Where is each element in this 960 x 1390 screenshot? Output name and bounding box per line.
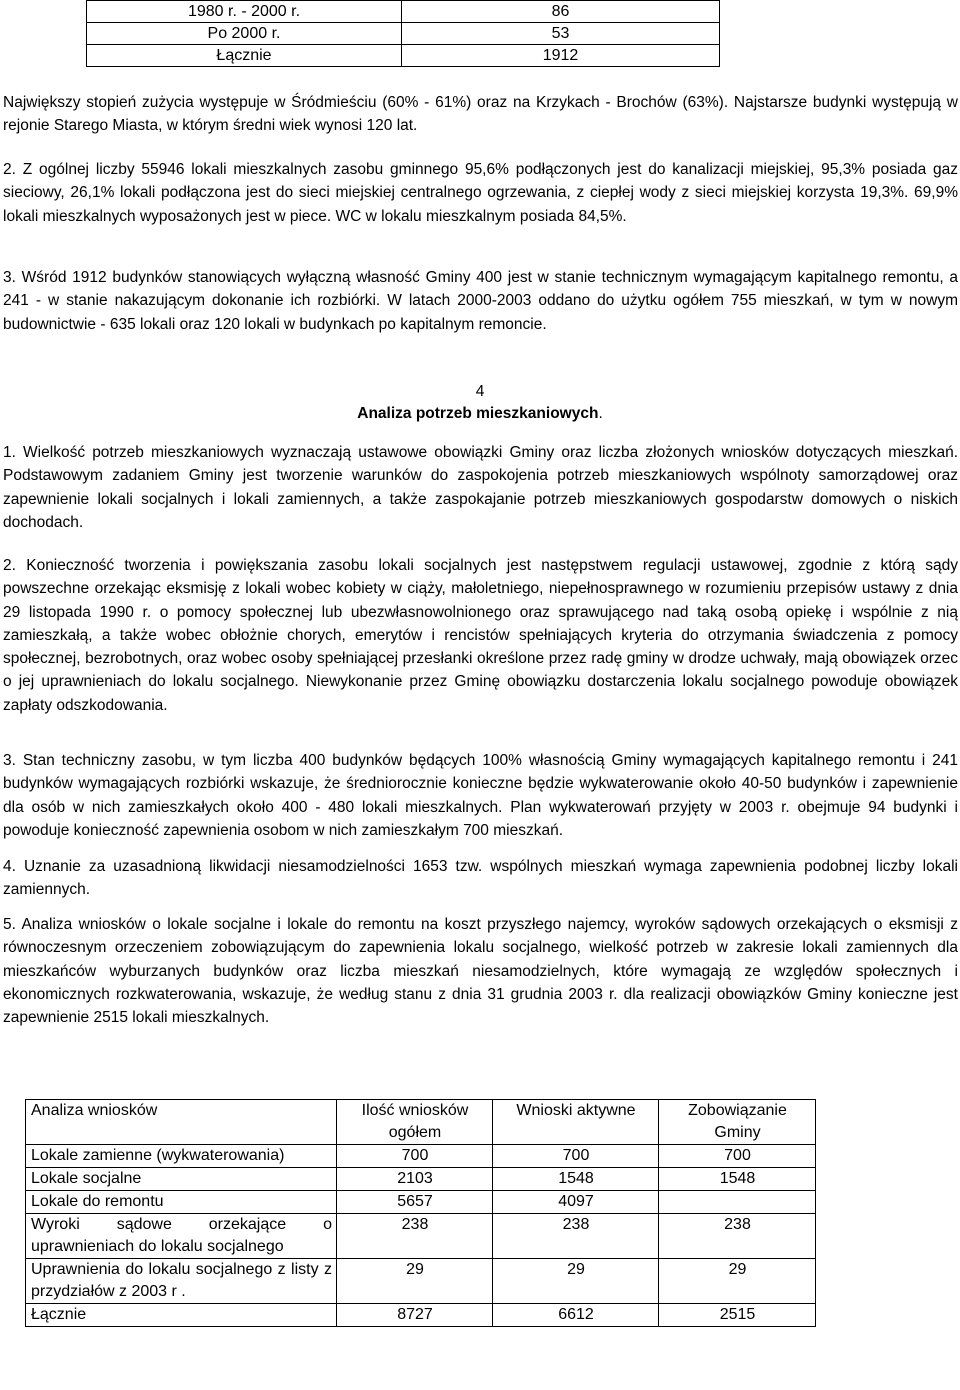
table-cell-active: 4097 [493,1191,659,1214]
table-cell-active: 700 [493,1145,659,1168]
table-cell-label: Lokale do remontu [26,1191,337,1214]
table-row-total [26,1304,816,1327]
table-cell-total: 29 [337,1259,493,1304]
table-cell-obligation [659,1191,816,1214]
table-cell-obligation: 29 [659,1259,816,1304]
table-cell-total: 5657 [337,1191,493,1214]
table-row [87,1,720,23]
paragraph-needs-1: 1. Wielkość potrzeb mieszkaniowych wyznaczają ustawowe obowiązki Gminy oraz liczba złożonych wniosków dotyczących mieszkań. Podstawowym zadaniem Gminy jest tworzenie warunków do zaspokojenia potrzeb mieszkaniowych wspólnoty samorządowej oraz zapewnienie lokali socjalnych i lokali zamiennych, a także zaspokajanie potrzeb mieszkaniowych gospodarstw domowych o niskich dochodach. [3,444,958,531]
table-cell-value: 53 [402,23,720,45]
table-cell-total: 2103 [337,1168,493,1191]
paragraph-needs-4: 4. Uznanie za uzasadnioną likwidacji niesamodzielności 1653 tzw. wspólnych mieszkań wymaga zapewnienia podobnej liczby lokali zamiennych. [3,858,958,899]
paragraph-utilities: 2. Z ogólnej liczby 55946 lokali mieszkalnych zasobu gminnego 95,6% podłączonych jest do kanalizacji miejskiej, 95,3% posiada gaz sieciowy, 26,1% lokali podłączona jest do sieci miejskiej centralnego ogrzewania, z ciepłej wody z sieci miejskiej korzysta 19,3%. 69,9% lokali mieszkalnych wyposażonych jest w piece. WC w lokalu mieszkalnym posiada 84,5%. [3,161,958,225]
table-header-row [26,1100,816,1145]
table-cell-value: 1912 [402,45,720,67]
applications-table [25,1099,816,1327]
table-cell-total: 700 [337,1145,493,1168]
table-cell-label: Łącznie [87,45,402,67]
section-title-text: Analiza potrzeb mieszkaniowych [357,405,599,422]
paragraph-wear: Największy stopień zużycia występuje w Śródmieściu (60% - 61%) oraz na Krzykach - Brochów (63%). Najstarsze budynki występują w rejonie Starego Miasta, w którym średni wiek wynosi 120 lat. [3,94,958,135]
table-cell-value: 86 [402,1,720,23]
table-cell-obligation: 238 [659,1214,816,1259]
table-header: Analiza wniosków [26,1100,337,1145]
table-cell-label: 1980 r. - 2000 r. [87,1,402,23]
table-row [87,45,720,67]
table-cell-active: 6612 [493,1304,659,1327]
table-cell-obligation: 1548 [659,1168,816,1191]
table-row [26,1145,816,1168]
table-cell-active: 1548 [493,1168,659,1191]
buildings-age-table [86,0,720,67]
table-cell-obligation: 700 [659,1145,816,1168]
table-cell-label: Lokale socjalne [26,1168,337,1191]
section-title [0,403,960,425]
table-cell-obligation: 2515 [659,1304,816,1327]
table-row [87,23,720,45]
table-row [26,1214,816,1259]
table-cell-label: Po 2000 r. [87,23,402,45]
table-header: Zobowiązanie Gminy [659,1100,816,1145]
paragraph-needs-5: 5. Analiza wniosków o lokale socjalne i lokale do remontu na koszt przyszłego najemcy, wyroków sądowych orzekających o eksmisji z równoczesnym orzeczeniem zobowiązującym do zapewnienia lokalu socjalnego, wielkość potrzeb w zakresie lokali zamiennych dla mieszkańców wyburzanych budynków oraz liczba mieszkań niesamodzielnych, które wymagają ze względów społecznych i ekonomicznych rozkwaterowania, wskazuje, że według stanu z dnia 31 grudnia 2003 r. dla realizacji obowiązków Gminy konieczne jest zapewnienie 2515 lokali mieszkalnych. [3,916,958,1027]
table-cell-label: Wyroki sądowe orzekające o uprawnieniach do lokalu socjalnego [26,1214,337,1259]
table-cell-active: 29 [493,1259,659,1304]
table-row [26,1191,816,1214]
table-cell-total: 238 [337,1214,493,1259]
table-row [26,1259,816,1304]
section-title-dot: . [598,405,603,422]
table-cell-label: Uprawnienia do lokalu socjalnego z listy z przydziałów z 2003 r . [26,1259,337,1304]
table-cell-label: Łącznie [26,1304,337,1327]
paragraph-needs-3: 3. Stan techniczny zasobu, w tym liczba 400 budynków będących 100% własnością Gminy wymagających kapitalnego remontu i 241 budynków wymagających rozbiórki wskazuje, że średniorocznie konieczne będzie wykwaterowanie około 40-50 budynków i zapewnienie dla osób w nich zamieszkałych około 400 - 480 lokali mieszkalnych. Plan wykwaterowań przyjęty w 2003 r. obejmuje 94 budynki i powoduje konieczność zapewnienia osobom w nich zamieszkałym 700 mieszkań. [3,752,958,839]
table-header: Wnioski aktywne [493,1100,659,1145]
section-number: 4 [475,383,485,400]
table-cell-label: Lokale zamienne (wykwaterowania) [26,1145,337,1168]
table-cell-active: 238 [493,1214,659,1259]
table-header: Ilość wniosków ogółem [337,1100,493,1145]
paragraph-needs-2: 2. Konieczność tworzenia i powiększania zasobu lokali socjalnych jest następstwem regulacji ustawowej, zgodnie z którą sądy powszechne orzekając eksmisję z lokali wobec kobiety w ciąży, małoletniego, niepełnosprawnego w rozumieniu przepisów ustawy z dnia 29 listopada 1990 r. o pomocy społecznej lub ubezwłasnowolnionego oraz sprawującego nad taką osobą opiekę i wspólnie z nią zamieszkałą, a także wobec obłożnie chorych, emerytów i rencistów spełniających kryteria do otrzymania świadczenia z pomocy społecznej, bezrobotnych, oraz wobec osoby spełniającej przesłanki określone przez radę gminy w drodze uchwały, mają obowiązek orzec o jej uprawnieniach do lokalu socjalnego. Niewykonanie przez Gminę obowiązku dostarczenia lokalu socjalnego powoduje obowiązek zapłaty odszkodowania. [3,557,958,714]
paragraph-buildings-condition: 3. Wśród 1912 budynków stanowiących wyłączną własność Gminy 400 jest w stanie technicznym wymagającym kapitalnego remontu, a 241 - w stanie nakazującym dokonanie ich rozbiórki. W latach 2000-2003 oddano do użytku ogółem 755 mieszkań, w tym w nowym budownictwie - 635 lokali oraz 120 lokali w budynkach po kapitalnym remoncie. [3,269,958,333]
table-cell-total: 8727 [337,1304,493,1327]
table-row [26,1168,816,1191]
